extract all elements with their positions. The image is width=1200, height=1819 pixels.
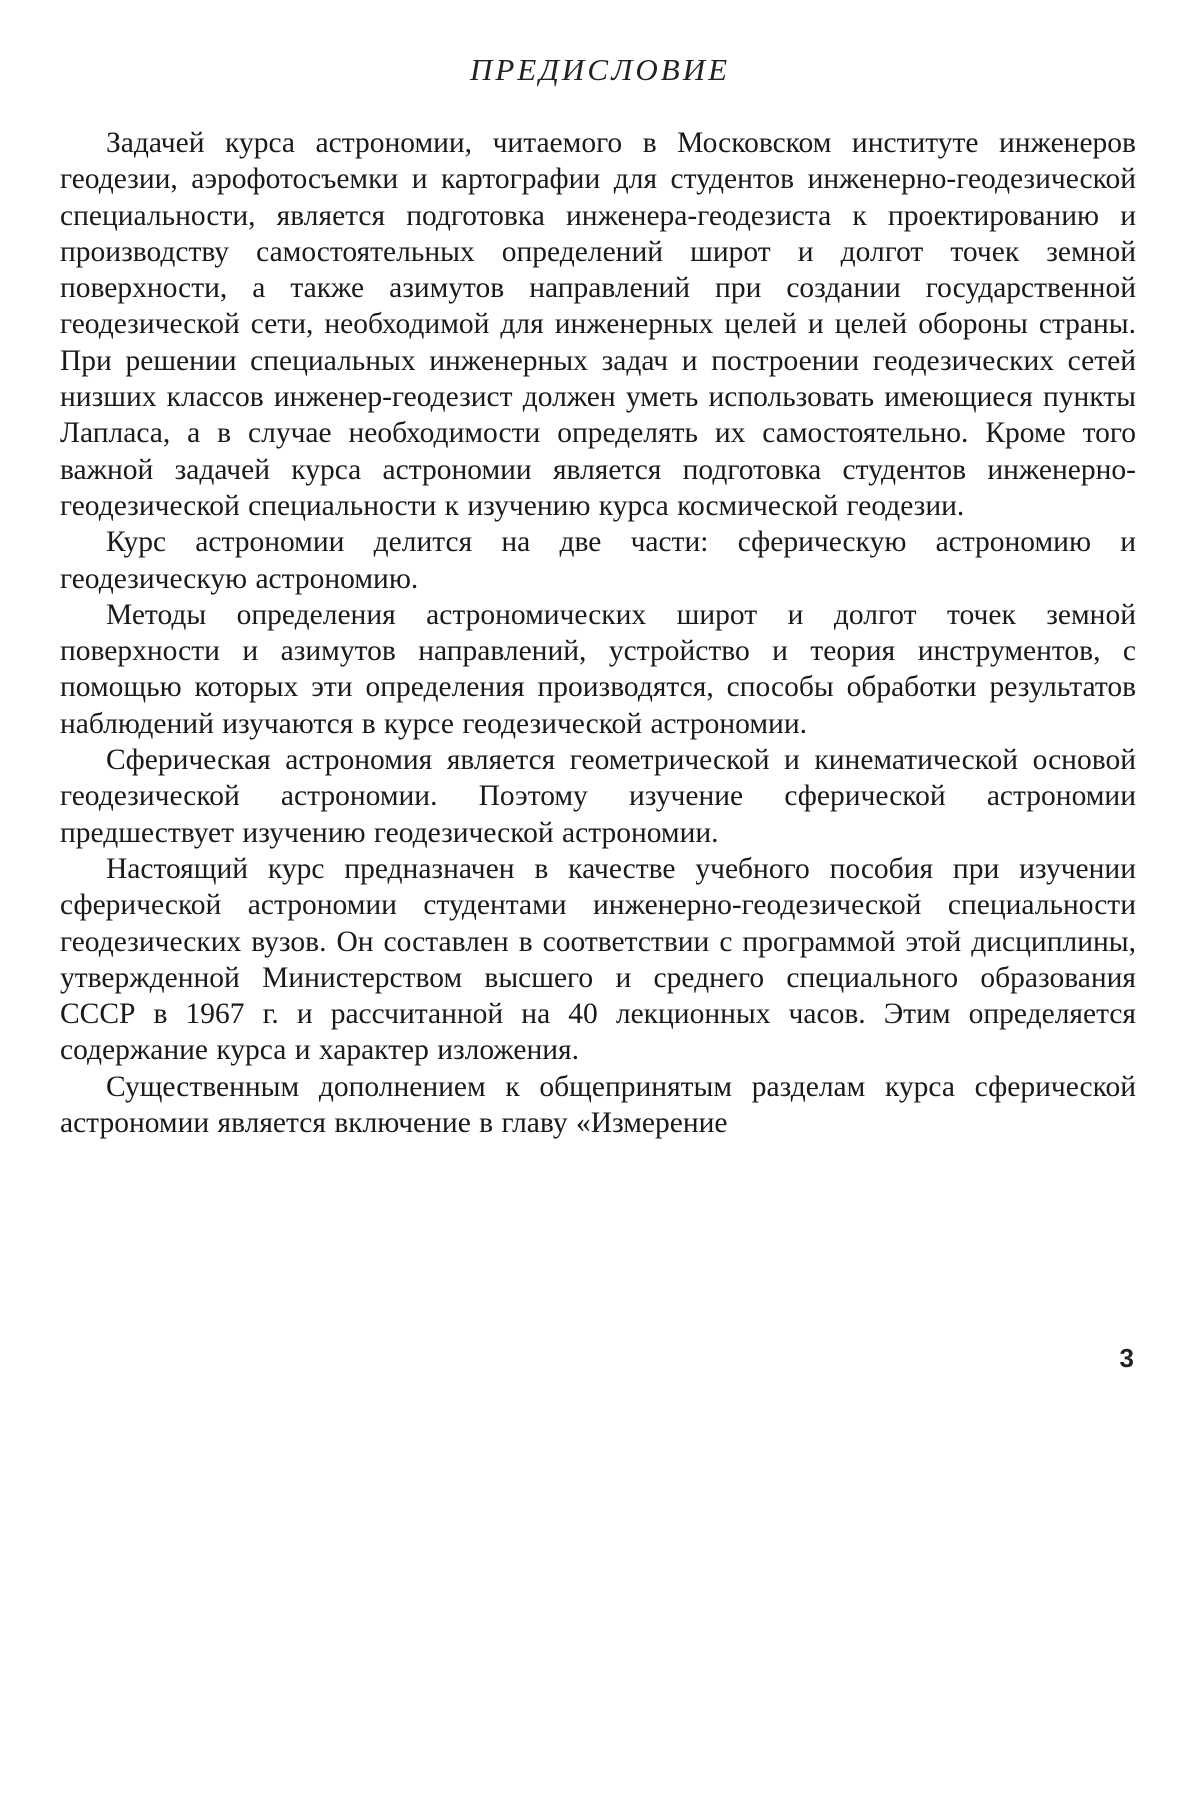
paragraph-1: Задачей курса астрономии, читаемого в Московском институте инженеров геодезии, аэрофотосъемки и картографии для студентов инженерно-геодезической специальности, является подготовка инженера-геодезиста к проектированию и производству самостоятельных определений широт и долгот точек земной поверхности, а также азимутов направлений при создании государственной геодезической сети, необходимой для инженерных целей и целей обороны страны. При решении специальных инженерных задач и построении геодезических сетей низших классов инженер-геодезист должен уметь использовать имеющиеся пункты Лапласа, а в случае необходимости определять их самостоятельно. Кроме того важной задачей курса астрономии является подготовка студентов инженерно-геодезической специальности к изучению курса космической геодезии. — [60, 127, 1136, 522]
page-number: 3 — [1119, 1343, 1134, 1373]
paragraph-5: Настоящий курс предназначен в качестве учебного пособия при изучении сферической астрономии студентами инженерно-геодезической специальности геодезических вузов. Он составлен в соответствии с программой этой дисциплины, утвержденной Министерством высшего и среднего специального образования СССР в 1967 г. и рассчитанной на 40 лекционных часов. Этим определяется содержание курса и характер изложения. — [60, 852, 1136, 1067]
page-heading: ПРЕДИСЛОВИЕ — [469, 52, 731, 87]
paragraph-6: Существенным дополнением к общепринятым разделам курса сферической астрономии является включение в главу «Измерение — [60, 1070, 1136, 1140]
paragraph-2: Курс астрономии делится на две части: сферическую астрономию и геодезическую астрономию. — [60, 526, 1136, 595]
body-text — [60, 125, 1136, 1141]
paragraph-3: Методы определения астрономических широт и долгот точек земной поверхности и азимутов направлений, устройство и теория инструментов, с помощью которых эти определения производятся, способы обработки результатов наблюдений изучаются в курсе геодезической астрономии. — [60, 598, 1136, 740]
paragraph-4: Сферическая астрономия является геометрической и кинематической основой геодезической астрономии. Поэтому изучение сферической астрономии предшествует изучению геодезической астрономии. — [60, 744, 1136, 849]
